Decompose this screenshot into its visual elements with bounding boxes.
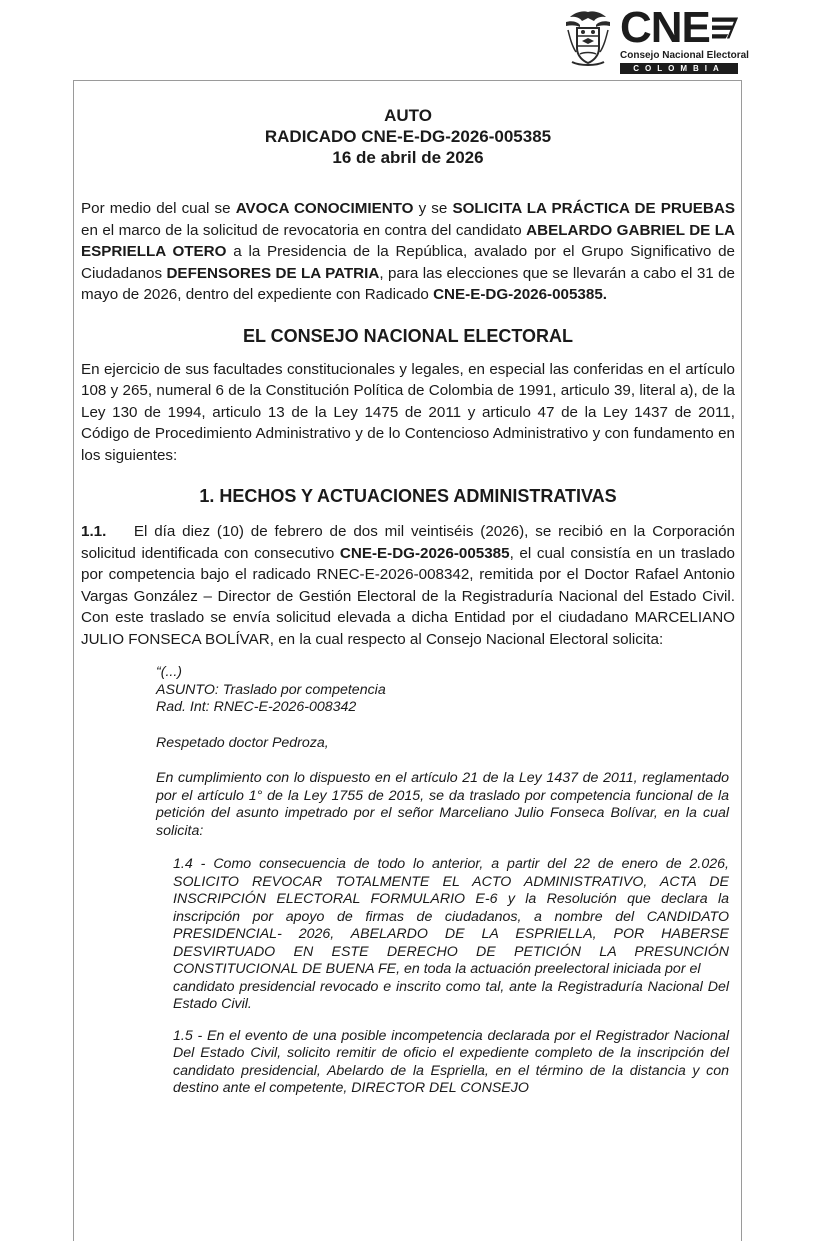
fact-number: 1.1. [81,523,107,540]
intro-bold-3: ABELARDO GABRIEL DE LA ESPRIELLA OTERO [81,221,735,260]
intro-bold-5: CNE-E-DG-2026-005385. [433,286,607,303]
quote-body: En cumplimiento con lo dispuesto en el artículo 21 de la Ley 1437 de 2011, reglamentado por el artículo 1° de la Ley 1755 de 2015, se da traslado por competencia funcional de la petición del asunto impetrado por el señor Marceliano Julio Fonseca Bolívar, en la cual solicita: [156,770,729,839]
colombia-coat-of-arms-icon [562,8,614,68]
facts-heading: 1. HECHOS Y ACTUACIONES ADMINISTRATIVAS [199,486,617,506]
fact-bold-1: CNE-E-DG-2026-005385 [339,544,510,562]
fact-text-2: , el cual consistía en un traslado por competencia bajo el radicado RNEC-E-2026-008342, remitida por el Doctor Rafael Antonio Vargas González – Director de Gestión Electoral de la Registraduría Nacional del Estado Civil. Con este traslado se envía solicitud elevada a dicha Entidad por el ciudadano MARCELIANO JULIO FONSECA BOLÍVAR, en la cual respecto al Consejo Nacional Electoral solicita: [81,544,735,648]
letterhead [562,3,749,73]
cne-logo-letters: CNE [620,3,710,52]
council-paragraph: En ejercicio de sus facultades constitucionales y legales, en especial las conferidas en el artículo 108 y 265, numeral 6 de la Constitución Política de Colombia de 1991, articulo 39, literal a), de la Ley 130 de 1994, articulo 13 de la Ley 1475 de 2011 y articulo 47 de la Ley 1437 de 2011, Código de Procedimiento Administrativo y de lo Contencioso Administrativo y con fundamento en los siguientes: [81,360,735,464]
quote-open: “(...) [156,664,182,680]
quoted-letter [156,664,729,840]
title-line-3: 16 de abril de 2026 [332,148,484,167]
country-band: COLOMBIA [620,63,738,74]
intro-text-2: y se [413,200,453,217]
fact-1-1-paragraph [81,521,735,650]
intro-bold-4: DEFENSORES DE LA PATRIA [166,264,380,282]
document-title [81,105,735,168]
petition-item-1-4-cont: candidato presidencial revocado e inscrito como tal, ante la Registraduría Nacional Del Estado Civil. [173,978,729,1012]
cne-logo [620,3,749,74]
intro-paragraph [81,198,735,306]
intro-text-5: , para las elecciones que se llevarán a cabo el 31 de mayo de 2026, dentro del expediente con Radicado [81,264,735,303]
quote-greeting: Respetado doctor Pedroza, [156,734,329,751]
document-body [81,105,735,1098]
intro-text-1: Por medio del cual se [81,200,236,217]
title-line-2: RADICADO CNE-E-DG-2026-005385 [264,127,552,146]
intro-text-4: a la Presidencia de la República, avalado por el Grupo Significativo de Ciudadanos [81,243,735,282]
quote-rad: Rad. Int: RNEC-E-2026-008342 [156,699,357,715]
petition-item-1-4: 1.4 - Como consecuencia de todo lo anterior, a partir del 22 de enero de 2.026, SOLICITO REVOCAR TOTALMENTE EL ACTO ADMINISTRATIVO, ACTA DE INSCRIPCIÓN ELECTORAL FORMULARIO E-6 y la Resolución que declara la inscripción por apoyo de firmas de ciudadanos, a nombre del CANDIDATO PRESIDENCIAL- 2026, ABELARDO DE LA ESPRIELLA, POR HABERSE DESVIRTUADO EN ESTE DERECHO DE PETICIÓN LA PRESUNCIÓN CONSTITUCIONAL DE BUENA FE, en toda la actuación preelectoral iniciada por el [173,856,729,977]
intro-bold-1: AVOCA CONOCIMIENTO [235,200,414,217]
intro-text-3: en el marco de la solicitud de revocatoria en contra del candidato [81,221,527,239]
petition-item-1-5: 1.5 - En el evento de una posible incompetencia declarada por el Registrador Nacional Del Estado Civil, solicito remitir de oficio el expediente completo de la inscripción del candidato presidencial, Abelardo de la Espriella, en el término de la distancia y con destino ante el competente, DIRECTOR DEL CONSEJO [173,1027,729,1096]
fact-text-1: El día diez (10) de febrero de dos mil veintiséis (2026), se recibió en la Corporación solicitud identificada con consecutivo [81,523,735,562]
council-heading: EL CONSEJO NACIONAL ELECTORAL [242,325,574,346]
quote-asunto: ASUNTO: Traslado por competencia [156,681,386,698]
intro-bold-2: SOLICITA LA PRÁCTICA DE PRUEBAS [452,200,735,217]
quoted-petition [173,840,729,1098]
cne-logo-stripes-icon [712,11,738,45]
org-name: Consejo Nacional Electoral [620,50,749,61]
title-line-1: AUTO [384,106,432,125]
